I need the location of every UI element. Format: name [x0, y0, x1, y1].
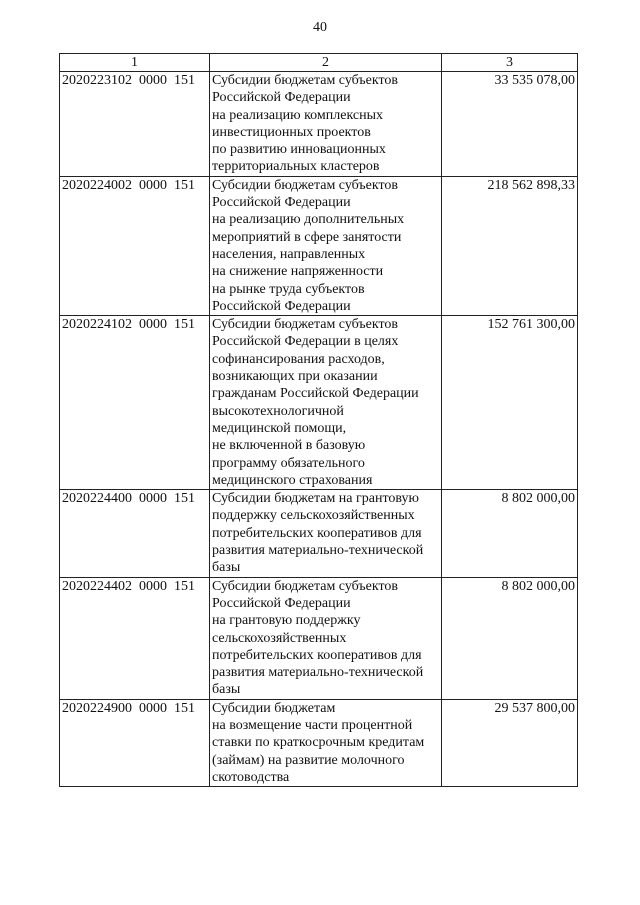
page-number: 40 — [313, 20, 327, 35]
description-line: на рынке труда субъектов — [212, 281, 365, 297]
description-line: Российской Федерации — [212, 595, 351, 611]
table-row — [60, 699, 578, 786]
amount-cell: 152 761 300,00 — [442, 316, 578, 490]
description-line: Субсидии бюджетам субъектов — [212, 177, 399, 193]
table-row — [60, 176, 578, 315]
description-line: ставки по краткосрочным кредитам — [212, 735, 425, 751]
column-header-amount: 3 — [442, 54, 578, 72]
description-line: Российской Федерации — [212, 298, 351, 314]
table-row — [60, 577, 578, 699]
table-row — [60, 490, 578, 577]
description-line: софинансирования расходов, — [212, 351, 385, 367]
description-line: медицинского страхования — [212, 472, 373, 488]
budget-code-cell: 2020223102 0000 151 — [60, 72, 210, 177]
amount-cell: 8 802 000,00 — [442, 490, 578, 577]
table-row — [60, 72, 578, 177]
column-header-name: 2 — [210, 54, 442, 72]
description-line: скотоводства — [212, 769, 290, 785]
budget-code-cell: 2020224900 0000 151 — [60, 699, 210, 786]
description-cell — [210, 577, 442, 699]
description-line: базы — [212, 682, 241, 698]
description-line: развития материально-технической — [212, 543, 424, 559]
amount-cell: 33 535 078,00 — [442, 72, 578, 177]
budget-code-cell: 2020224402 0000 151 — [60, 577, 210, 699]
description-line: мероприятий в сфере занятости — [212, 229, 402, 245]
table-row — [60, 316, 578, 490]
description-cell — [210, 72, 442, 177]
description-cell — [210, 176, 442, 315]
description-line: гражданам Российской Федерации — [212, 386, 419, 402]
description-line: базы — [212, 560, 241, 576]
description-line: (займам) на развитие молочного — [212, 752, 405, 768]
description-line: на грантовую поддержку — [212, 613, 361, 629]
description-cell — [210, 699, 442, 786]
amount-cell: 218 562 898,33 — [442, 176, 578, 315]
description-line: медицинской помощи, — [212, 420, 347, 436]
description-cell — [210, 490, 442, 577]
description-line: на реализацию комплексных — [212, 107, 384, 123]
description-line: Субсидии бюджетам субъектов — [212, 73, 399, 88]
description-line: Субсидии бюджетам субъектов — [212, 578, 399, 594]
description-line: на реализацию дополнительных — [212, 212, 405, 228]
budget-revenue-table — [59, 53, 578, 787]
amount-cell: 29 537 800,00 — [442, 699, 578, 786]
budget-code-cell: 2020224102 0000 151 — [60, 316, 210, 490]
description-line: высокотехнологичной — [212, 403, 344, 419]
description-line: не включенной в базовую — [212, 438, 366, 454]
description-line: населения, направленных — [212, 246, 366, 262]
description-line: Субсидии бюджетам на грантовую — [212, 491, 419, 507]
description-line: сельскохозяйственных — [212, 630, 347, 646]
description-line: возникающих при оказании — [212, 369, 378, 385]
description-line: программу обязательного — [212, 455, 365, 471]
description-line: развития материально-технической — [212, 665, 424, 681]
table-header-row — [60, 54, 578, 72]
description-line: Субсидии бюджетам субъектов — [212, 317, 399, 333]
description-line: Российской Федерации — [212, 195, 351, 211]
description-line: Российской Федерации в целях — [212, 334, 399, 350]
budget-code-cell: 2020224400 0000 151 — [60, 490, 210, 577]
description-line: потребительских кооперативов для — [212, 647, 422, 663]
description-cell — [210, 316, 442, 490]
description-line: на снижение напряженности — [212, 264, 384, 280]
description-line: по развитию инновационных — [212, 142, 386, 158]
description-line: инвестиционных проектов — [212, 124, 371, 140]
amount-cell: 8 802 000,00 — [442, 577, 578, 699]
budget-code-cell: 2020224002 0000 151 — [60, 176, 210, 315]
description-line: территориальных кластеров — [212, 159, 380, 175]
description-line: потребительских кооперативов для — [212, 525, 422, 541]
description-line: Российской Федерации — [212, 90, 351, 106]
column-header-code: 1 — [60, 54, 210, 72]
description-line: поддержку сельскохозяйственных — [212, 508, 415, 524]
description-line: Субсидии бюджетам — [212, 700, 336, 716]
description-line: на возмещение части процентной — [212, 717, 413, 733]
